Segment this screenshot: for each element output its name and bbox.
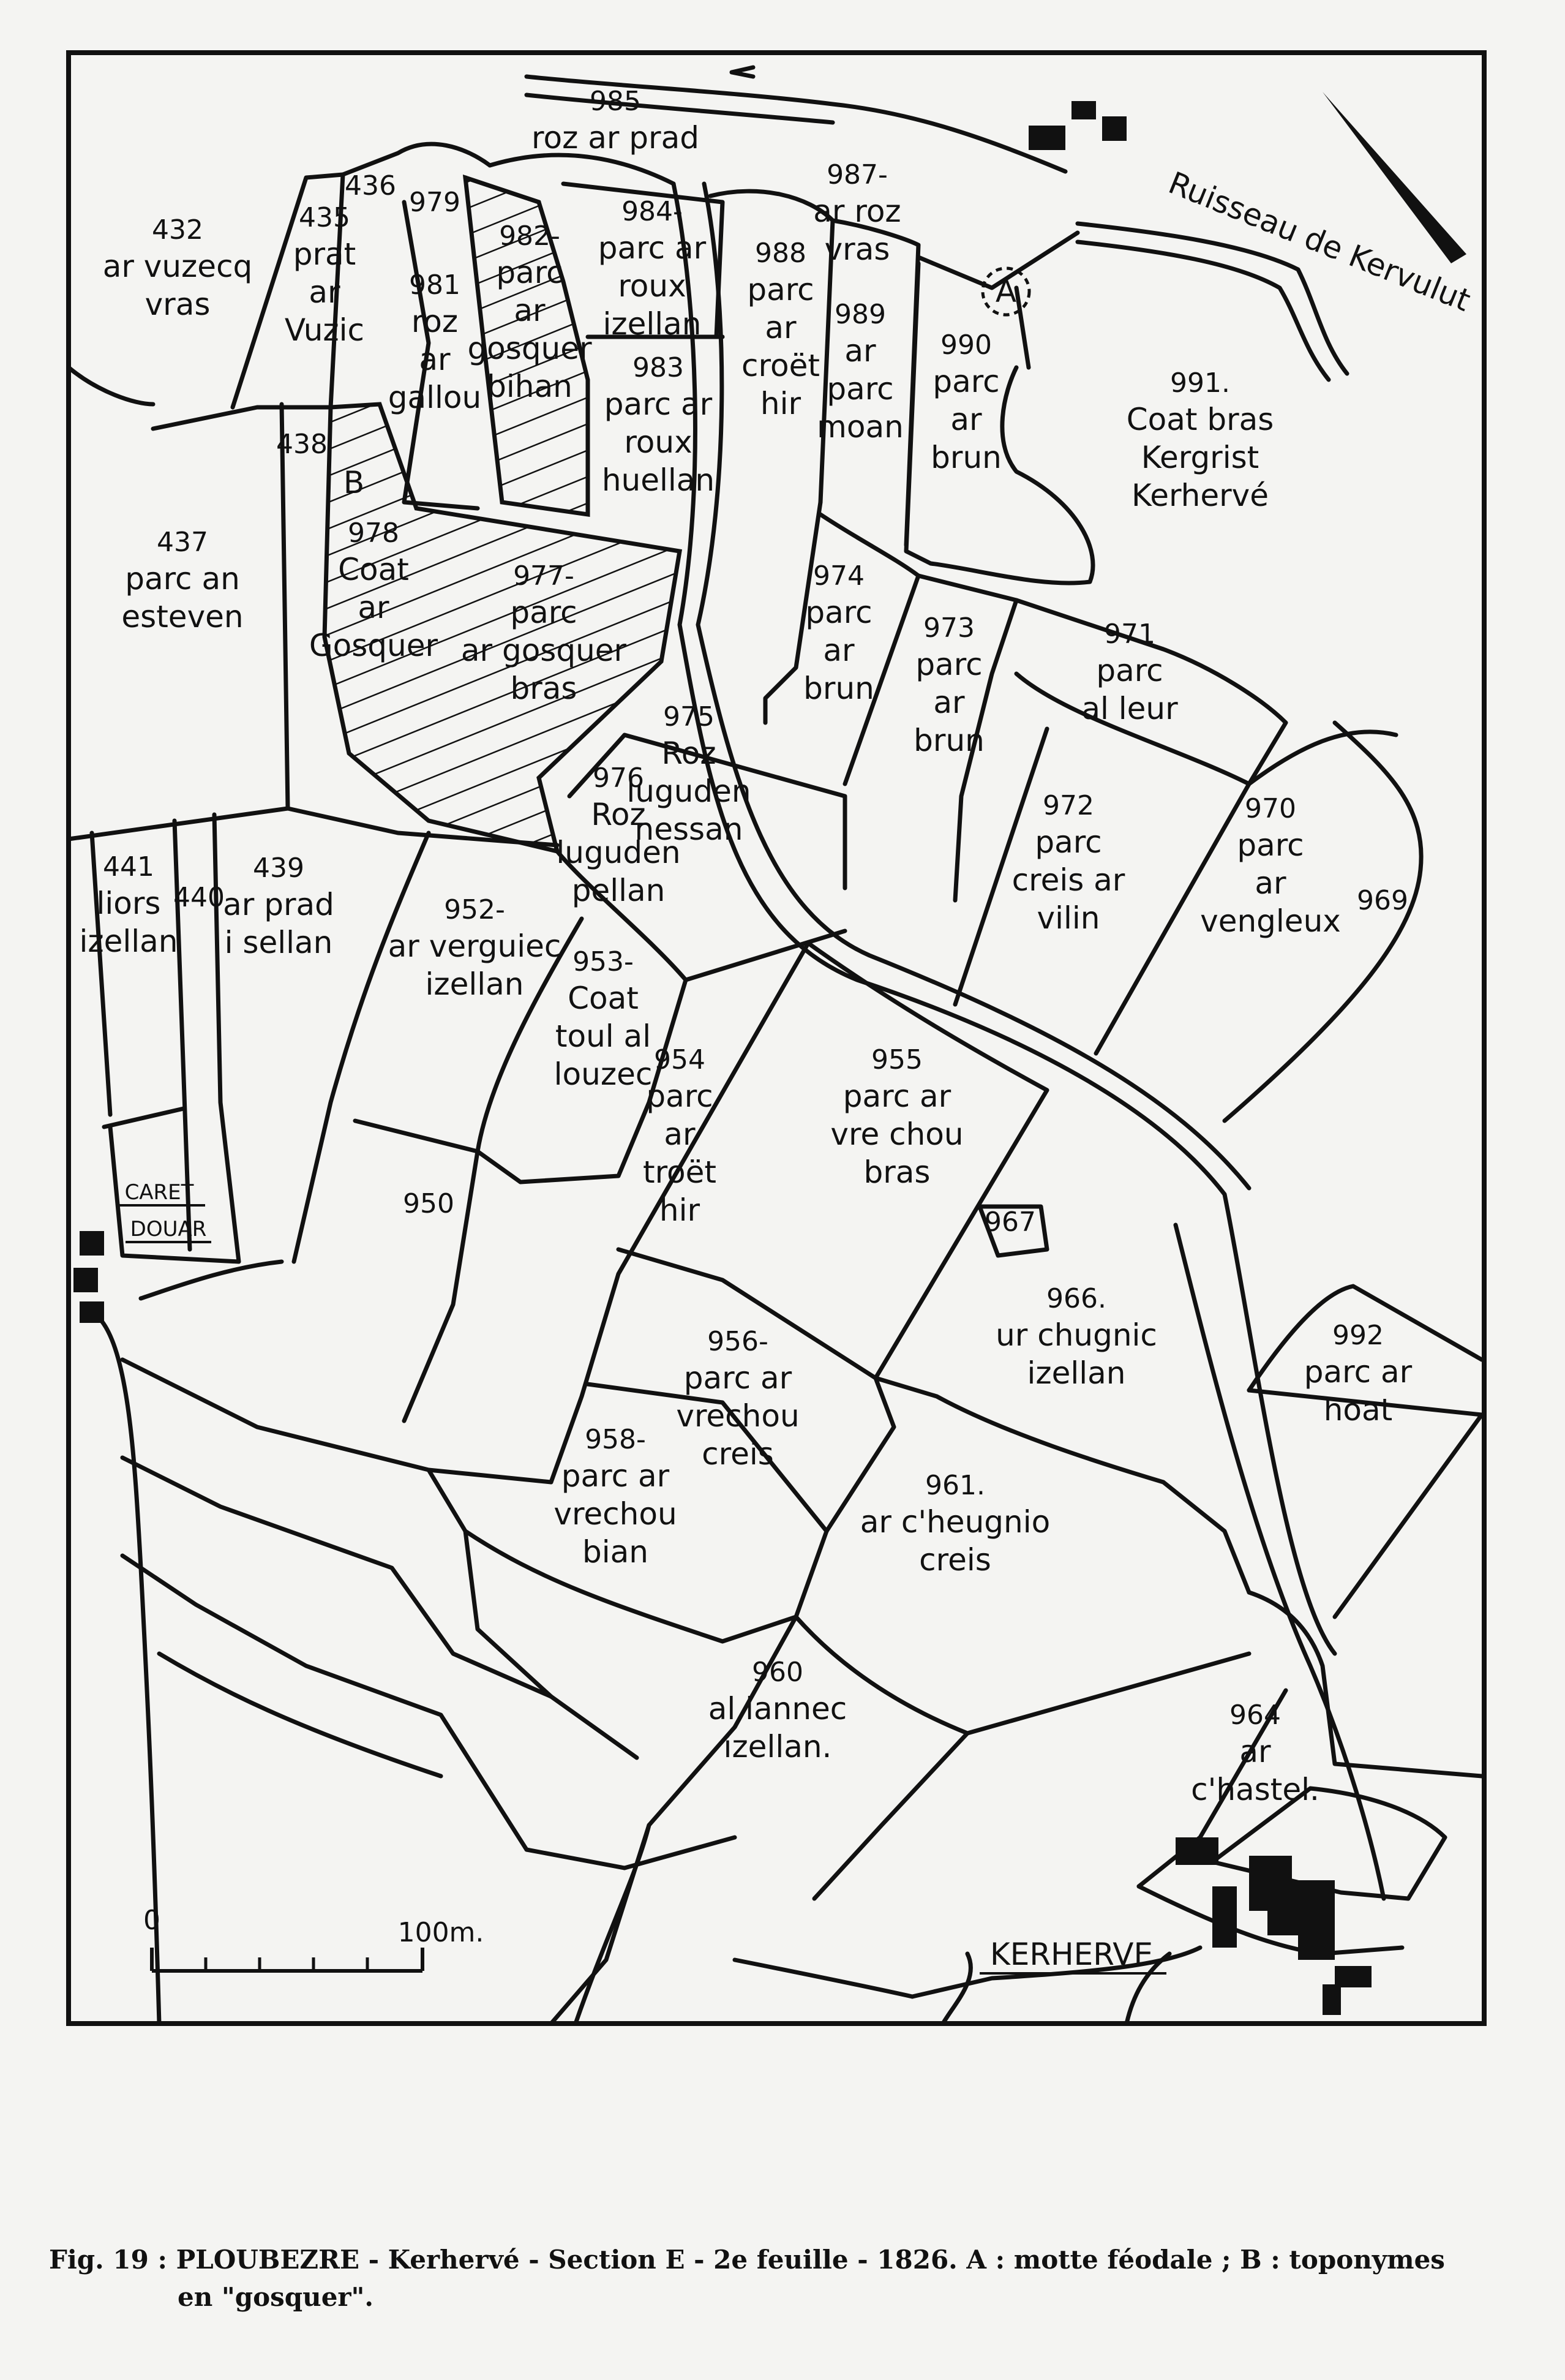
parcel-name-6-2: gallou (388, 380, 482, 415)
parcel-name-32-0: parc ar (843, 1079, 951, 1114)
parcel-number-15: 437 (157, 527, 208, 558)
place-caret: CARET (124, 1180, 194, 1205)
parcel-number-27: 953- (572, 946, 634, 977)
parcel-name-10-1: parc (827, 371, 894, 407)
parcel-name-27-0: Coat (568, 981, 639, 1016)
parcel-name-13-1: roux (624, 424, 692, 460)
parcel-name-37-1: vrechou (676, 1398, 800, 1434)
parcel-number-20: 971 (1104, 619, 1155, 650)
parcel-number-2: 436 (345, 170, 396, 201)
parcel-name-25-0: ar prad (223, 887, 334, 922)
parcel-name-0-1: vras (144, 287, 211, 322)
parcel-name-23-0: liors (96, 886, 161, 921)
parcel-name-41-1: c'hastel. (1191, 1772, 1319, 1807)
parcel-name-20-0: parc (1096, 653, 1163, 688)
parcel-number-9: 988 (755, 238, 806, 269)
parcel-name-32-1: vre chou (830, 1117, 964, 1152)
parcel-name-11-0: parc (933, 364, 1000, 399)
parcel-name-5-1: vras (824, 232, 890, 267)
parcel-name-0-0: ar vuzecq (102, 249, 253, 284)
parcel-number-5: 987- (827, 159, 888, 190)
parcel-name-31-1: ar (664, 1117, 696, 1152)
parcel-labels (79, 86, 1412, 1807)
caption-line-2: en "gosquer". (178, 2281, 374, 2312)
parcel-number-41: 964 (1229, 1700, 1281, 1731)
parcel-number-3: 979 (409, 187, 460, 218)
parcel-name-22-1: luguden (556, 835, 681, 870)
parcel-name-12-0: Coat bras (1126, 402, 1274, 437)
parcel-number-40: 960 (752, 1657, 803, 1688)
parcel-name-31-2: troët (642, 1154, 717, 1190)
toponym-label-b: B (343, 465, 365, 500)
parcel-name-38-2: bian (582, 1534, 648, 1570)
parcel-name-19-2: brun (914, 723, 985, 758)
parcel-name-36-0: parc ar (1304, 1354, 1413, 1390)
parcel-name-6-0: roz (411, 304, 459, 339)
parcel-name-16-2: Gosquer (309, 628, 438, 663)
parcel-name-9-0: parc (747, 272, 814, 307)
figure-caption (49, 2242, 1531, 2316)
parcel-name-8-1: roux (618, 268, 686, 304)
parcel-number-12: 991. (1170, 367, 1230, 399)
parcel-number-6: 981 (409, 269, 460, 301)
parcel-name-28-1: creis ar (1011, 862, 1125, 898)
parcel-number-28: 972 (1043, 790, 1094, 821)
place-kerherve: KERHERVE (989, 1937, 1154, 1972)
caption-line-1: Fig. 19 : PLOUBEZRE - Kerhervé - Section E - 2e feuille - 1826. A : motte féodale ; B : toponymes (49, 2245, 1445, 2275)
parcel-number-26: 952- (444, 894, 505, 925)
parcel-name-26-1: izellan (425, 966, 524, 1002)
parcel-number-38: 958- (585, 1424, 646, 1455)
parcel-name-38-1: vrechou (554, 1496, 677, 1532)
parcel-name-12-2: Kerhervé (1131, 478, 1269, 513)
parcel-number-36: 992 (1332, 1320, 1384, 1351)
parcel-number-22: 976 (593, 763, 644, 794)
parcel-number-13: 983 (632, 352, 684, 383)
parcel-number-35: 966. (1046, 1283, 1106, 1314)
parcel-name-19-0: parc (915, 647, 983, 682)
parcel-name-8-2: izellan (602, 306, 702, 342)
parcel-name-13-2: huellan (601, 462, 715, 498)
parcel-name-18-1: ar (823, 633, 855, 668)
parcel-name-31-0: parc (646, 1079, 713, 1114)
parcel-name-11-2: brun (931, 440, 1002, 475)
parcel-name-11-1: ar (950, 402, 982, 437)
parcel-number-11: 990 (940, 330, 992, 361)
parcel-name-8-0: parc ar (598, 230, 707, 266)
parcel-name-17-1: ar gosquer (460, 633, 627, 668)
parcel-number-25: 439 (253, 853, 304, 884)
parcel-name-9-3: hir (760, 386, 801, 421)
parcel-number-24: 440 (173, 882, 225, 913)
parcel-name-36-1: hoat (1323, 1392, 1393, 1428)
parcel-name-7-2: gosquer (467, 331, 592, 366)
parcel-name-1-0: prat (293, 236, 356, 272)
parcel-name-23-1: izellan (79, 924, 178, 959)
parcel-name-26-0: ar verguiec (388, 928, 561, 964)
parcel-name-9-1: ar (765, 310, 797, 345)
parcel-number-39: 961. (925, 1470, 985, 1501)
parcel-name-37-0: parc ar (683, 1360, 792, 1396)
parcel-name-17-2: bras (510, 671, 577, 706)
parcel-name-20-1: al leur (1081, 691, 1178, 726)
parcel-name-22-0: Roz (591, 797, 646, 832)
parcel-number-21: 975 (663, 701, 715, 732)
parcel-name-15-1: esteven (121, 599, 244, 635)
parcel-number-30: 969 (1357, 885, 1408, 916)
parcel-name-39-0: ar c'heugnio (860, 1504, 1051, 1540)
parcel-name-29-1: ar (1255, 865, 1286, 901)
parcel-number-7: 982- (499, 220, 560, 252)
parcel-name-7-0: parc (496, 255, 563, 290)
parcel-number-34: 967 (985, 1207, 1036, 1238)
parcel-name-13-0: parc ar (604, 386, 713, 422)
parcel-name-17-0: parc (510, 595, 577, 630)
parcel-name-29-0: parc (1237, 827, 1304, 863)
parcel-number-16: 978 (348, 518, 399, 549)
parcel-number-17: 977- (513, 560, 574, 592)
parcel-name-15-0: parc an (125, 561, 240, 597)
parcel-number-19: 973 (923, 612, 975, 644)
parcel-name-37-2: creis (702, 1436, 774, 1472)
parcel-name-35-1: izellan (1027, 1355, 1126, 1391)
parcel-number-10: 989 (835, 299, 886, 330)
parcel-name-27-1: toul al (555, 1019, 651, 1054)
parcel-name-39-1: creis (919, 1542, 991, 1578)
parcel-number-1: 435 (299, 202, 350, 233)
parcel-number-37: 956- (707, 1326, 768, 1357)
motte-label-a: A (995, 274, 1017, 309)
parcel-name-21-0: Roz (661, 736, 716, 771)
parcel-number-0: 432 (152, 214, 203, 246)
parcel-number-31: 954 (654, 1044, 705, 1075)
parcel-name-7-3: bihan (487, 369, 572, 404)
parcel-name-27-2: louzec (554, 1056, 653, 1092)
parcel-name-41-0: ar (1239, 1734, 1271, 1769)
parcel-name-28-0: parc (1035, 824, 1102, 860)
parcel-name-10-2: moan (817, 409, 904, 445)
parcel-name-16-1: ar (358, 590, 389, 625)
parcel-name-18-0: parc (805, 595, 873, 630)
parcel-name-6-1: ar (419, 342, 451, 377)
parcel-name-28-2: vilin (1037, 900, 1100, 936)
parcel-name-38-0: parc ar (561, 1458, 670, 1494)
parcel-name-25-1: i sellan (224, 925, 333, 960)
parcel-name-9-2: croët (741, 348, 820, 383)
parcel-number-18: 974 (813, 560, 865, 592)
parcel-number-14: 438 (276, 429, 328, 460)
parcel-name-40-1: izellan. (723, 1729, 832, 1764)
parcel-name-19-1: ar (933, 685, 965, 720)
parcel-name-22-2: pellan (571, 873, 666, 908)
parcel-name-31-3: hir (659, 1192, 700, 1228)
parcel-name-7-1: ar (514, 293, 546, 328)
parcel-name-21-1: luguden (626, 774, 751, 809)
parcel-name-29-2: vengleux (1200, 903, 1341, 939)
parcel-name-40-0: al lannec (708, 1691, 847, 1727)
parcel-name-1-2: Vuzic (284, 312, 365, 348)
parcel-name-16-0: Coat (338, 552, 409, 587)
parcel-name-21-2: nessan (634, 812, 743, 847)
scale-start: 0 (143, 1905, 160, 1936)
stream-label: Ruisseau de Kervulut (1163, 165, 1476, 319)
parcel-number-8: 984- (621, 196, 683, 227)
parcel-name-5-0: ar roz (813, 194, 901, 229)
parcel-name-18-2: brun (803, 671, 874, 706)
parcel-name-4-0: roz ar prad (531, 120, 699, 156)
parcel-number-29: 970 (1245, 793, 1296, 824)
parcel-name-32-2: bras (863, 1154, 931, 1190)
parcel-name-12-1: Kergrist (1141, 440, 1259, 475)
scale-end: 100m. (397, 1917, 484, 1948)
parcel-name-1-1: ar (309, 274, 340, 310)
parcel-number-33: 950 (403, 1188, 454, 1219)
scale-bar (143, 1905, 484, 1971)
parcel-name-10-0: ar (844, 333, 876, 369)
parcel-name-35-0: ur chugnic (996, 1317, 1157, 1353)
place-douar: DOUAR (130, 1217, 207, 1241)
parcel-number-23: 441 (103, 851, 154, 883)
parcel-number-32: 955 (871, 1044, 923, 1075)
parcel-number-4: 985 (590, 86, 641, 117)
